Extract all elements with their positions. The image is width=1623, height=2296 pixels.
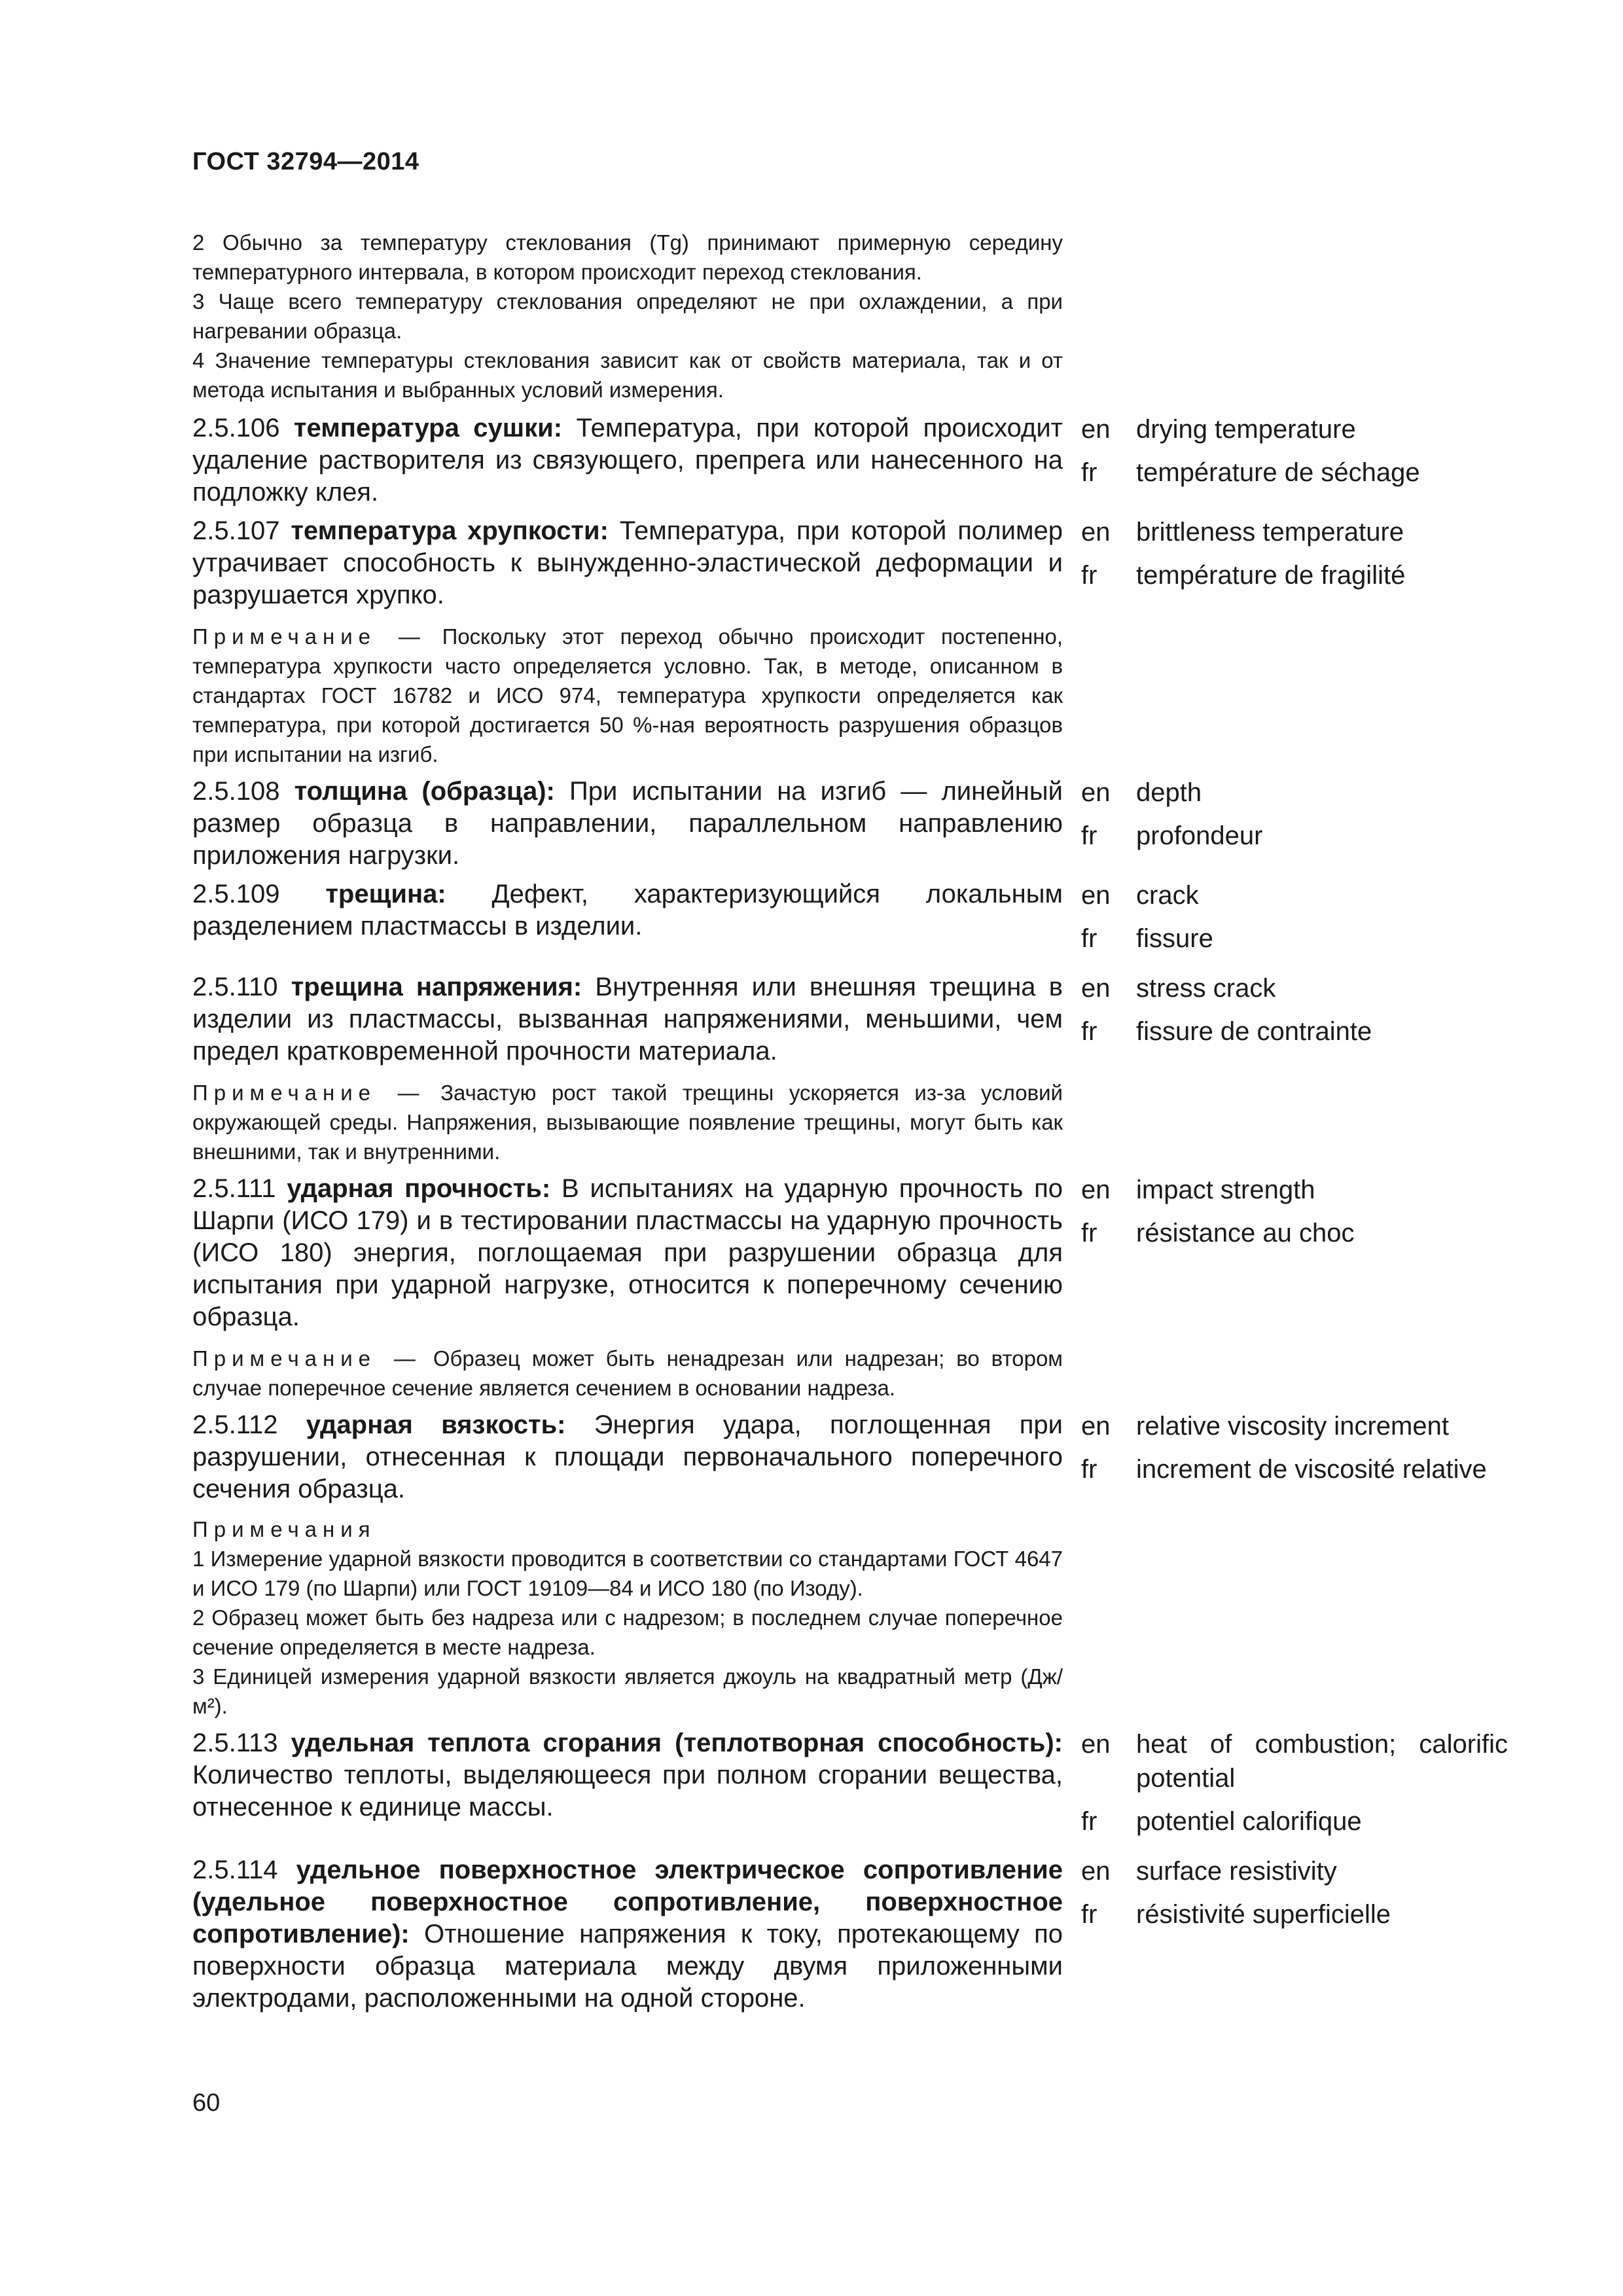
note-item: 3 Единицей измерения ударной вязкости является джоуль на квадратный метр (Дж/м²). <box>192 1664 1063 1718</box>
lang-fr-label: fr <box>1081 1807 1097 1836</box>
lang-fr-label: fr <box>1081 821 1097 850</box>
term-number: 2.5.109 <box>192 880 280 908</box>
term-fr: résistivité superficielle <box>1136 1900 1391 1929</box>
definition-text: Температура, при которой полимер утрачивает способность к вынужденно-эластической деформации и разрушается хрупко. <box>192 516 1063 609</box>
term-definition <box>192 1409 1063 1505</box>
lang-fr-label: fr <box>1081 1900 1097 1929</box>
term-number: 2.5.108 <box>192 777 280 806</box>
note-item: 1 Измерение ударной вязкости проводится в соответствии со стандартами ГОСТ 4647 и ИСО 179 (по Шарпи) или ГОСТ 19109—84 и ИСО 180 (по Изоду). <box>192 1547 1063 1600</box>
term-fr: potentiel calorifique <box>1136 1807 1362 1836</box>
term-translations <box>1081 1173 1508 1259</box>
term-en: stress crack <box>1136 974 1276 1003</box>
note-label: Примечание — <box>192 624 426 649</box>
lang-en-label: en <box>1081 518 1111 547</box>
term-number: 2.5.112 <box>192 1410 278 1439</box>
note-label: Примечание — <box>192 1346 421 1371</box>
lang-en-label: en <box>1081 881 1111 910</box>
term-definition <box>192 515 1063 611</box>
term-note <box>192 1344 1063 1403</box>
term-fr: fissure <box>1136 924 1213 953</box>
term-fr: température de fragilité <box>1136 561 1406 590</box>
continued-notes <box>192 228 1063 404</box>
term-number: 2.5.106 <box>192 414 280 442</box>
lang-en-label: en <box>1081 1857 1111 1886</box>
term-en: crack <box>1136 881 1199 910</box>
term-en: depth <box>1136 778 1202 807</box>
term-entry <box>192 1854 1508 2015</box>
note-label: Примечание — <box>192 1081 425 1105</box>
definition-text: Количество теплоты, выделяющееся при полном сгорании вещества, отнесенное к единице массы. <box>192 1761 1063 1821</box>
definition-text: При испытании на изгиб — линейный размер образца в направлении, параллельном направлению приложения нагрузки. <box>192 777 1063 870</box>
term-fr: fissure de contrainte <box>1136 1017 1372 1046</box>
term-entry <box>192 878 1508 965</box>
lang-fr-label: fr <box>1081 458 1097 487</box>
term-definition <box>192 1173 1063 1333</box>
notes-title: Примечания <box>192 1517 376 1541</box>
term-number: 2.5.114 <box>192 1856 278 1884</box>
term-entry <box>192 412 1508 509</box>
note-item: 2 Обычно за температуру стеклования (Tg) принимают примерную середину температурного интервала, в котором происходит переход стеклования. <box>192 230 1063 284</box>
term-translations <box>1081 412 1508 499</box>
document-header: ГОСТ 32794—2014 <box>192 148 419 175</box>
term-definition <box>192 1854 1063 2015</box>
lang-en-label: en <box>1081 1175 1111 1204</box>
term-number: 2.5.111 <box>192 1174 276 1203</box>
term-entry <box>192 515 1508 769</box>
lang-fr-label: fr <box>1081 1017 1097 1046</box>
definition-text: Дефект, характеризующийся локальным разделением пластмассы в изделии. <box>192 880 1063 941</box>
lang-en-label: en <box>1081 415 1111 444</box>
lang-en-label: en <box>1081 974 1111 1003</box>
term-fr: résistance au choc <box>1136 1219 1355 1247</box>
term-en: impact strength <box>1136 1175 1315 1204</box>
term-name: ударная прочность: <box>287 1174 551 1203</box>
page-content <box>192 228 1508 2015</box>
note-item: 2 Образец может быть без надреза или с надрезом; в последнем случае поперечное сечение определяется в месте надреза. <box>192 1605 1063 1659</box>
term-name: удельное поверхностное электрическое сопротивление (удельное поверхностное сопротивление, поверхностное сопротивление): <box>192 1856 1063 1948</box>
term-en: drying temperature <box>1136 415 1356 444</box>
lang-fr-label: fr <box>1081 561 1097 590</box>
note-text: Поскольку этот переход обычно происходит постепенно, температура хрупкости часто определяется условно. Так, в методе, описанном в стандартах ГОСТ 16782 и ИСО 974, температура хрупкости определяется как температура, при которой достигается 50 %-ная вероятность разрушения образцов при испытании на изгиб. <box>192 624 1063 766</box>
page-number: 60 <box>192 2089 221 2117</box>
lang-en-label: en <box>1081 1730 1111 1759</box>
definition-text: Энергия удара, поглощенная при разрушении, отнесенная к площади первоначального поперечного сечения образца. <box>192 1410 1063 1503</box>
term-number: 2.5.107 <box>192 516 280 545</box>
term-fr: profondeur <box>1136 821 1263 850</box>
lang-fr-label: fr <box>1081 924 1097 953</box>
term-entry <box>192 1727 1508 1848</box>
definition-text: Температура, при которой происходит удаление растворителя из связующего, препрега или нанесенного на подложку клея. <box>192 414 1063 507</box>
term-fr: température de séchage <box>1136 458 1420 487</box>
term-en: heat of combustion; calorific potential <box>1136 1730 1508 1793</box>
note-text: Зачастую рост такой трещины ускоряется из-за условий окружающей среды. Напряжения, вызывающие появление трещины, могут быть как внешними, так и внутренними. <box>192 1081 1063 1164</box>
definition-text: Внутренняя или внешняя трещина в изделии из пластмассы, вызванная напряжениями, меньшими, чем предел кратковременной прочности материала. <box>192 973 1063 1066</box>
term-entry <box>192 1173 1508 1403</box>
term-name: удельная теплота сгорания (теплотворная способность): <box>291 1729 1063 1757</box>
term-translations <box>1081 971 1508 1058</box>
term-name: трещина: <box>325 880 446 908</box>
definition-text: В испытаниях на ударную прочность по Шарпи (ИСО 179) и в тестировании пластмассы на ударную прочность (ИСО 180) энергия, поглощаемая при разрушении образца для испытания при ударной нагрузке, относится к поперечному сечению образца. <box>192 1174 1063 1331</box>
term-translations <box>1081 1854 1508 1941</box>
note-item: 4 Значение температуры стеклования зависит как от свойств материала, так и от метода испытания и выбранных условий измерения. <box>192 348 1063 402</box>
note-text: Образец может быть ненадрезан или надрезан; во втором случае поперечное сечение является сечением в основании надреза. <box>192 1346 1063 1400</box>
term-number: 2.5.113 <box>192 1729 278 1757</box>
term-entry <box>192 971 1508 1166</box>
term-translations <box>1081 776 1508 862</box>
term-definition <box>192 971 1063 1067</box>
term-translations <box>1081 515 1508 601</box>
term-entry <box>192 1409 1508 1721</box>
term-translations <box>1081 1409 1508 1496</box>
term-note <box>192 622 1063 769</box>
term-name: трещина напряжения: <box>291 973 582 1001</box>
term-number: 2.5.110 <box>192 973 278 1001</box>
term-name: температура хрупкости: <box>291 516 609 545</box>
term-en: surface resistivity <box>1136 1857 1337 1886</box>
lang-fr-label: fr <box>1081 1455 1097 1484</box>
term-name: толщина (образца): <box>294 777 555 806</box>
term-en: brittleness temperature <box>1136 518 1404 547</box>
definition-text: Отношение напряжения к току, протекающему по поверхности образца материала между двумя приложенными электродами, расположенными на одной стороне. <box>192 1920 1063 2013</box>
term-translations <box>1081 1727 1508 1848</box>
term-definition <box>192 1727 1063 1823</box>
term-en: relative viscosity increment <box>1136 1412 1449 1441</box>
term-name: ударная вязкость: <box>306 1410 566 1439</box>
lang-en-label: en <box>1081 778 1111 807</box>
term-definition <box>192 776 1063 872</box>
term-definition <box>192 412 1063 509</box>
term-translations <box>1081 878 1508 965</box>
lang-en-label: en <box>1081 1412 1111 1441</box>
term-entry <box>192 776 1508 872</box>
term-definition <box>192 878 1063 942</box>
term-name: температура сушки: <box>293 414 563 442</box>
note-item: 3 Чаще всего температуру стеклования определяют не при охлаждении, а при нагревании образца. <box>192 289 1063 343</box>
term-fr: increment de viscosité relative <box>1136 1455 1487 1484</box>
term-note <box>192 1078 1063 1166</box>
lang-fr-label: fr <box>1081 1219 1097 1247</box>
